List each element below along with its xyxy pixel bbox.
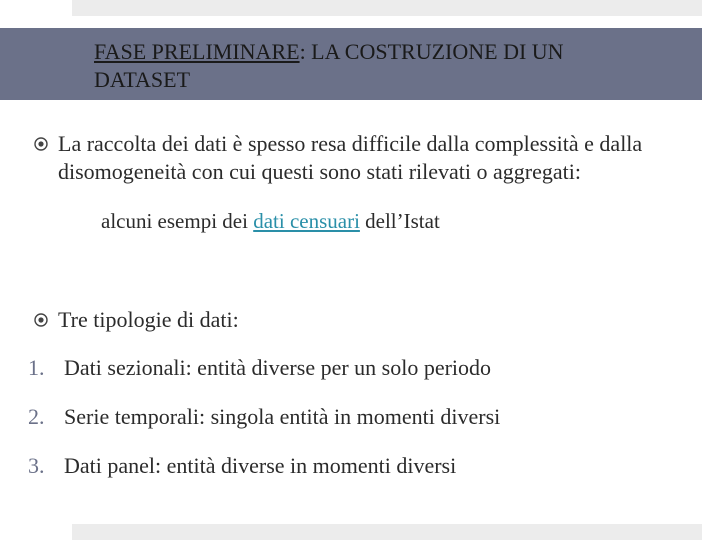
slide-title xyxy=(94,38,654,94)
title-rest: : LA COSTRUZIONE DI UN xyxy=(299,39,564,64)
list-number: 2. xyxy=(28,404,45,429)
list-item xyxy=(28,354,491,382)
dati-censuari-link[interactable]: dati censuari xyxy=(253,209,360,233)
bullet-raccolta-line2: disomogeneità con cui questi sono stati rilevati o aggregati: xyxy=(58,159,581,184)
sub-after: dell’Istat xyxy=(359,209,440,233)
title-line2: DATASET xyxy=(94,67,191,92)
circle-bullet-icon xyxy=(34,313,48,327)
title-underlined: FASE PRELIMINARE xyxy=(94,39,300,64)
sub-bullet-esempi xyxy=(101,207,440,235)
list-text: Dati sezionali: entità diverse per un solo periodo xyxy=(64,355,492,380)
list-item xyxy=(28,403,500,431)
bottom-decorative-strip xyxy=(72,524,702,540)
list-item xyxy=(28,452,456,480)
bullet-tipologie-text: Tre tipologie di dati: xyxy=(58,307,239,332)
bullet-raccolta-line1: La raccolta dei dati è spesso resa difficile dalla complessità e dalla xyxy=(58,131,643,156)
list-text: Dati panel: entità diverse in momenti diversi xyxy=(64,453,457,478)
list-number: 1. xyxy=(28,355,45,380)
circle-bullet-icon xyxy=(34,137,48,151)
top-decorative-strip xyxy=(72,0,702,16)
list-number: 3. xyxy=(28,453,45,478)
sub-before: alcuni esempi dei xyxy=(101,209,254,233)
list-text: Serie temporali: singola entità in momenti diversi xyxy=(64,404,501,429)
